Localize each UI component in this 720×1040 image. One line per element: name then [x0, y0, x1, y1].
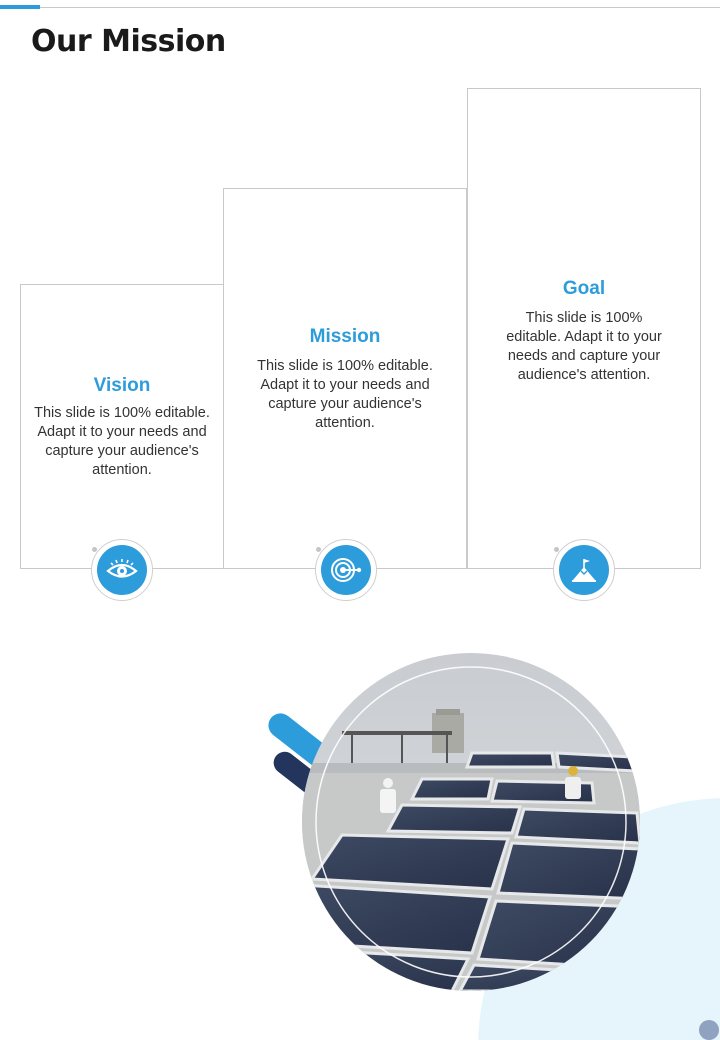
decorative-dot	[699, 1020, 719, 1040]
goal-text: This slide is 100% editable. Adapt it to your needs and capture your audience's attention.	[506, 310, 662, 383]
mission-text: This slide is 100% editable. Adapt it to your needs and capture your audience's attention.	[257, 358, 433, 431]
solar-panels-photo	[302, 653, 640, 991]
badge-dot	[316, 547, 321, 552]
target-icon	[329, 555, 363, 585]
mission-card	[223, 188, 467, 569]
eye-icon	[105, 557, 139, 583]
goal-card	[467, 88, 701, 569]
mission-heading: Mission	[309, 326, 381, 347]
goal-heading: Goal	[562, 278, 606, 299]
vision-text: This slide is 100% editable. Adapt it to your needs and capture your audience's attention.	[34, 405, 210, 478]
mission-icon-badge	[315, 539, 377, 601]
top-accent-bar	[0, 5, 40, 9]
vision-card	[20, 284, 224, 569]
vision-heading: Vision	[93, 375, 151, 396]
top-divider	[0, 7, 720, 8]
badge-dot	[92, 547, 97, 552]
goal-icon-badge	[553, 539, 615, 601]
mountain-flag-icon	[569, 555, 599, 585]
page-title: Our Mission	[31, 24, 226, 59]
vision-icon-badge	[91, 539, 153, 601]
badge-dot	[554, 547, 559, 552]
